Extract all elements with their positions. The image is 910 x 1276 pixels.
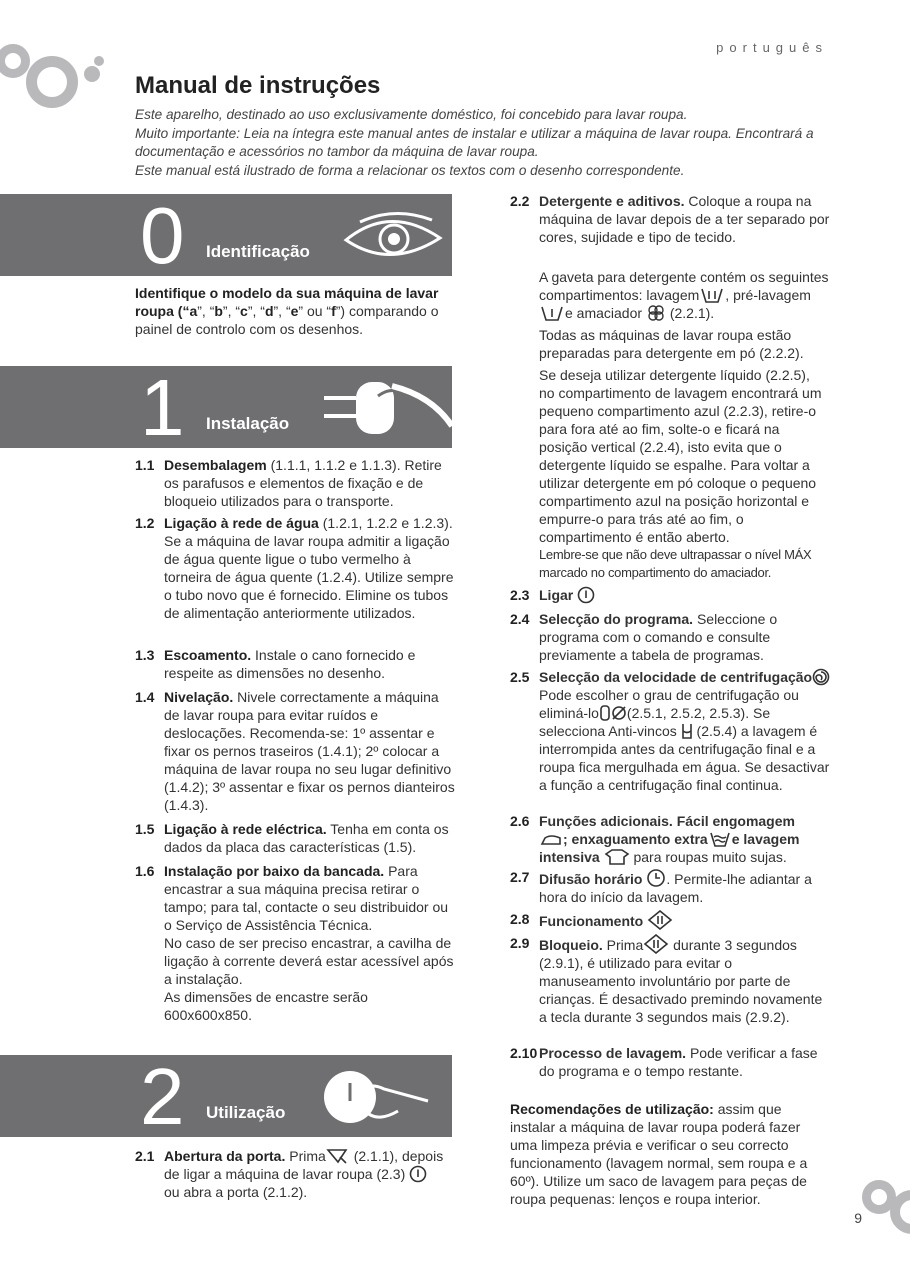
intro-line: Muito importante: Leia na íntegra este manual antes de instalar e utilizar a máquina de lavar roupa. Encontrará a documentação e acessórios no tambor da máquina de lavar roupa. <box>135 126 814 159</box>
list-item: 2.6 Funções adicionais. Fácil engomagem ; enxaguamento extra e lavagem intensiva para roupas muito sujas. <box>510 813 800 865</box>
softener-max-note: Lembre-se que não deve ultrapassar o nível MÁX marcado no compartimento do amaciador. <box>539 547 812 580</box>
door-open-icon <box>326 1147 350 1165</box>
list-item: 2.2 Detergente e aditivos. Coloque a roupa na máquina de lavar depois de a ter separado por cores, sujidade e tipo de tecido. <box>510 193 830 245</box>
detergent-powder-text: Todas as máquinas de lavar roupa estão preparadas para detergente em pó (2.2.2). <box>539 327 804 361</box>
intro-text <box>135 106 835 180</box>
list-item: 1.5 Ligação à rede eléctrica. Tenha em conta os dados da placa das características (1.5). <box>135 821 449 855</box>
eye-icon <box>340 208 446 266</box>
list-item: 2.10 Processo de lavagem. Pode verificar a fase do programa e o tempo restante. <box>510 1045 818 1079</box>
list-item: 2.1 Abertura da porta. Prima (2.1.1), depois de ligar a máquina de lavar roupa (2.3) ou abra a porta (2.1.2). <box>135 1148 444 1200</box>
list-item: 1.3 Escoamento. Instale o cano fornecido e respeite as dimensões no desenho. <box>135 647 416 681</box>
list-item: 2.9 Bloqueio. Prima durante 3 segundos (2.9.1), é utilizado para evitar o manuseamento involuntário por parte de crianças. É desactivado premindo novamente a tecla durante 3 segundos mais (2.9.2). <box>510 935 823 1025</box>
delay-timer-icon <box>646 868 666 888</box>
list-item: 1.1 Desembalagem (1.1.1, 1.1.2 e 1.1.3). Retire os parafusos e elementos de fixação e de bloqueio utilizados para o transporte. <box>135 457 442 509</box>
list-item: 1.6 Instalação por baixo da bancada. Para encastrar a sua máquina precisa retirar o tampo; para tal, contacte o seu distribuidor ou o Serviço de Assistência Técnica. No caso de ser preciso encastrar, a cavilha de ligação à corrente deverá estar acessível após a instalação. As dimensões de encastre serão 600x600x850. <box>135 863 454 1023</box>
softener-flower-icon <box>646 304 666 322</box>
start-pause-icon <box>647 910 673 930</box>
section-number: 0 <box>140 191 185 280</box>
list-item: 2.4 Selecção do programa. Seleccione o programa com o comando e consulte previamente a tabela de programas. <box>510 611 778 663</box>
detergent-liquid-text: Se deseja utilizar detergente líquido (2.2.5), no compartimento de lavagem encontrará um pequeno compartimento azul (2.2.3), retire-o para fora até ao fim, solte-o e ficará na posição vertical (2.2.4), isto evita que o detergente líquido se espalhe. Para voltar a utilizar detergente em pó coloque o pequeno compartimento azul na posição horizontal e empurre-o para trás até ao fim, o compartimento é então aberto. <box>539 367 822 545</box>
intro-line: Este aparelho, destinado ao uso exclusivamente doméstico, foi concebido para lavar roupa. <box>135 107 688 122</box>
section-number: 1 <box>140 363 185 452</box>
section-band-installation <box>0 363 452 452</box>
no-spin-icon <box>599 704 627 722</box>
power-icon <box>409 1165 427 1183</box>
usage-recommendations: Recomendações de utilização: assim que instalar a máquina de lavar roupa poderá fazer uma limpeza prévia e verificar o seu correcto funcionamento (lavagem normal, sem roupa e a 60º). Utilize um saco de lavagem para peças de roupa pequenas: lenços e roupa interior. <box>510 1101 808 1207</box>
plug-icon <box>322 376 452 442</box>
finger-press-icon <box>318 1067 438 1129</box>
page-number: 9 <box>854 1210 862 1226</box>
list-item: 2.3 Ligar <box>510 586 830 606</box>
list-item: 1.4 Nivelação. Nivele correctamente a máquina de lavar roupa para evitar ruídos e deslocações. Recomenda-se: 1º assentar e fixar os pernos traseiros (1.4.1); 2º colocar a máquina de lavar roupa no seu lugar definitivo (1.4.2); 3º assentar e fixar os pernos dianteiros (1.4.3). <box>135 689 455 813</box>
spin-icon <box>812 668 830 686</box>
page-title: Manual de instruções <box>135 72 381 99</box>
extra-rinse-icon <box>708 830 732 848</box>
list-item: 1.2 Ligação à rede de água (1.2.1, 1.2.2 e 1.2.3). Se a máquina de lavar roupa admitir a ligação de água quente ligue o tubo vermelho à torneira de água quente (1.2.4). Utilize sempre o tubo novo que é fornecido. Elimine os tubos de alimentação anteriormente utilizados. <box>135 515 454 621</box>
section-title: Identificação <box>206 242 310 261</box>
main-wash-icon <box>699 286 725 304</box>
language-label: português <box>716 40 828 55</box>
detergent-compartments-text: A gaveta para detergente contém os seguintes compartimentos: lavagem , pré-lavageme amaciador (2.2.1). <box>539 269 829 321</box>
section-title: Utilização <box>206 1103 286 1122</box>
section-title: Instalação <box>206 414 290 433</box>
list-item: 2.7 Difusão horário . Permite-lhe adiantar a hora do início da lavagem. <box>510 869 812 905</box>
anti-crease-icon <box>681 722 693 740</box>
section-band-use <box>0 1052 452 1141</box>
prewash-icon <box>539 304 565 322</box>
easy-iron-icon <box>539 830 563 848</box>
identification-text: Identifique o modelo da sua máquina de lavar roupa (“a”, “b”, “c”, “d”, “e” ou “f”) comparando o painel de controlo com os desenhos. <box>135 285 439 337</box>
power-icon <box>577 586 595 604</box>
section-band-identification <box>0 191 452 280</box>
section-number: 2 <box>140 1052 185 1141</box>
start-pause-icon <box>643 934 669 954</box>
list-item: 2.8 Funcionamento <box>510 910 830 930</box>
intro-line: Este manual está ilustrado de forma a relacionar os textos com o desenho correspondente. <box>135 163 685 178</box>
intensive-wash-icon <box>604 848 630 866</box>
list-item: 2.5 Selecção da velocidade de centrifugação Pode escolher o grau de centrifugação ou eliminá-lo (2.5.1, 2.5.2, 2.5.3). Se selecciona Anti-vincos (2.5.4) a lavagem é interrompida antes da centrifugação final e a roupa fica mergulhada em água. Se desactivar a função a centrifugação final continua. <box>510 669 830 793</box>
